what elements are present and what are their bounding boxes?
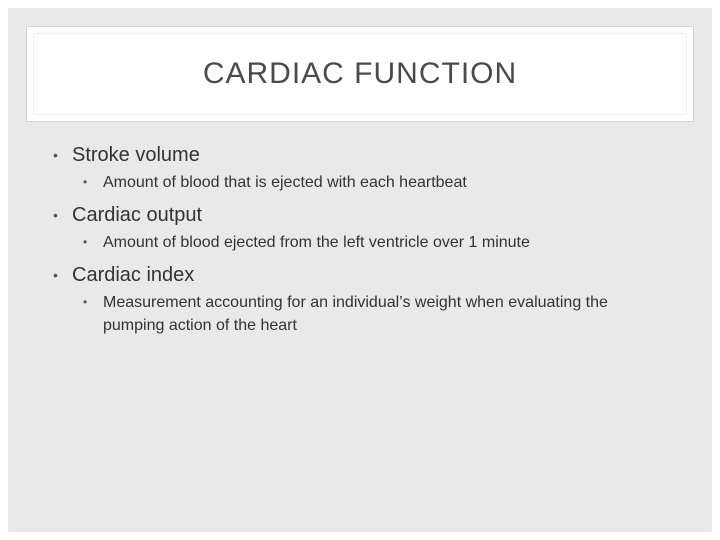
- slide-title: CARDIAC FUNCTION: [202, 57, 518, 90]
- bullet-icon: •: [83, 175, 88, 189]
- bullet-label: Cardiac output: [72, 204, 203, 226]
- bullet-label: Cardiac index: [72, 264, 195, 286]
- sub-bullet-text: Amount of blood ejected from the left ventricle over 1 minute: [103, 234, 530, 251]
- bullet-cardiac-index: [53, 262, 673, 288]
- sub-bullet: [83, 231, 673, 254]
- bullet-icon: •: [83, 235, 88, 249]
- sub-list: [83, 171, 673, 194]
- bullet-list: [53, 142, 673, 345]
- sub-bullet: [83, 171, 673, 194]
- slide: [8, 8, 712, 532]
- sub-bullet-text: Measurement accounting for an individual’s weight when evaluating the pumping action of the heart: [103, 294, 608, 334]
- bullet-icon: •: [53, 207, 58, 223]
- sub-list: [83, 291, 673, 337]
- title-frame: [33, 33, 687, 115]
- bullet-icon: •: [53, 267, 58, 283]
- bullet-stroke-volume: [53, 142, 673, 168]
- sub-bullet-text: Amount of blood that is ejected with each heartbeat: [103, 174, 467, 191]
- bullet-icon: •: [53, 147, 58, 163]
- bullet-cardiac-output: [53, 202, 673, 228]
- title-box: [26, 26, 694, 122]
- bullet-label: Stroke volume: [72, 144, 200, 166]
- sub-list: [83, 231, 673, 254]
- sub-bullet: [83, 291, 673, 337]
- bullet-icon: •: [83, 295, 88, 309]
